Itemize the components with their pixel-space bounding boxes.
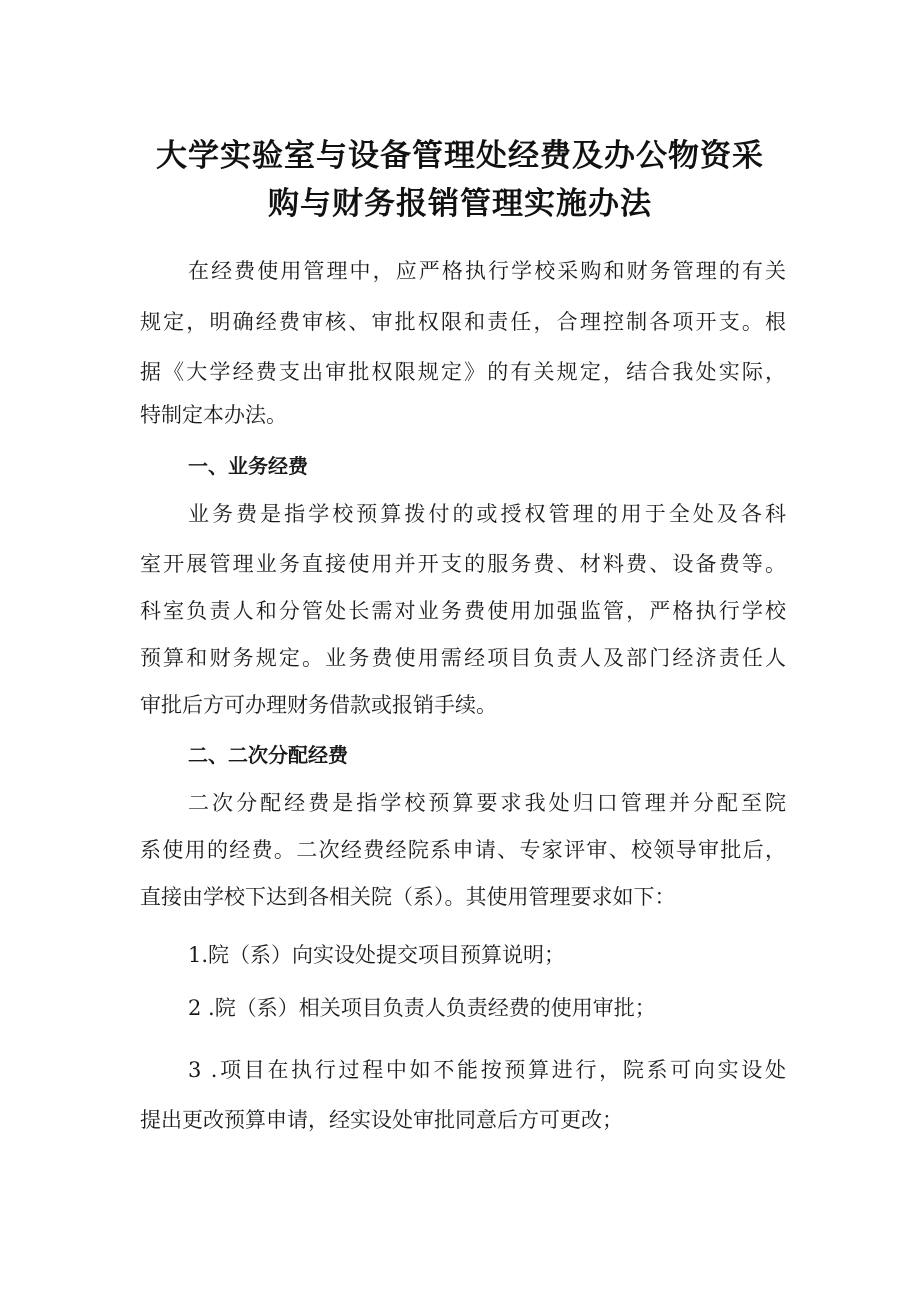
section-2-heading: 二、二次分配经费 (188, 743, 348, 767)
section-1-line-2: 室开展管理业务直接使用并开支的服务费、材料费、设备费等。 (140, 552, 786, 576)
section-1-line-1: 业务费是指学校预算拨付的或授权管理的用于全处及各科 (188, 502, 786, 526)
document-title-line-2: 购与财务报销管理实施办法 (268, 186, 652, 222)
section-2-item-2: 2 .院（系）相关项目负责人负责经费的使用审批； (188, 996, 656, 1020)
document-title-line-1: 大学实验室与设备管理处经费及办公物资采 (156, 138, 764, 174)
intro-line-1: 在经费使用管理中，应严格执行学校采购和财务管理的有关 (188, 259, 786, 283)
section-1-line-3: 科室负责人和分管处长需对业务费使用加强监管，严格执行学校 (140, 599, 786, 623)
section-2-line-1: 二次分配经费是指学校预算要求我处归口管理并分配至院 (188, 791, 786, 815)
section-2-line-3: 直接由学校下达到各相关院（系）。其使用管理要求如下： (140, 885, 676, 909)
section-1-heading: 一、业务经费 (188, 454, 308, 478)
section-2-item-3: 3 .项目在执行过程中如不能按预算进行，院系可向实设处 (188, 1058, 786, 1082)
section-1-line-5: 审批后方可办理财务借款或报销手续。 (140, 693, 497, 717)
section-2-item-3-continued: 提出更改预算申请，经实设处审批同意后方可更改； (140, 1108, 623, 1132)
intro-line-3: 据《大学经费支出审批权限规定》的有关规定，结合我处实际， (140, 360, 786, 384)
intro-line-4: 特制定本办法。 (140, 403, 287, 427)
section-1-line-4: 预算和财务规定。业务费使用需经项目负责人及部门经济责任人 (140, 646, 786, 670)
section-2-item-1: 1.院（系）向实设处提交项目预算说明； (188, 943, 566, 967)
section-2-line-2: 系使用的经费。二次经费经院系申请、专家评审、校领导审批后， (140, 838, 786, 862)
intro-line-2: 规定，明确经费审核、审批权限和责任，合理控制各项开支。根 (140, 310, 786, 334)
